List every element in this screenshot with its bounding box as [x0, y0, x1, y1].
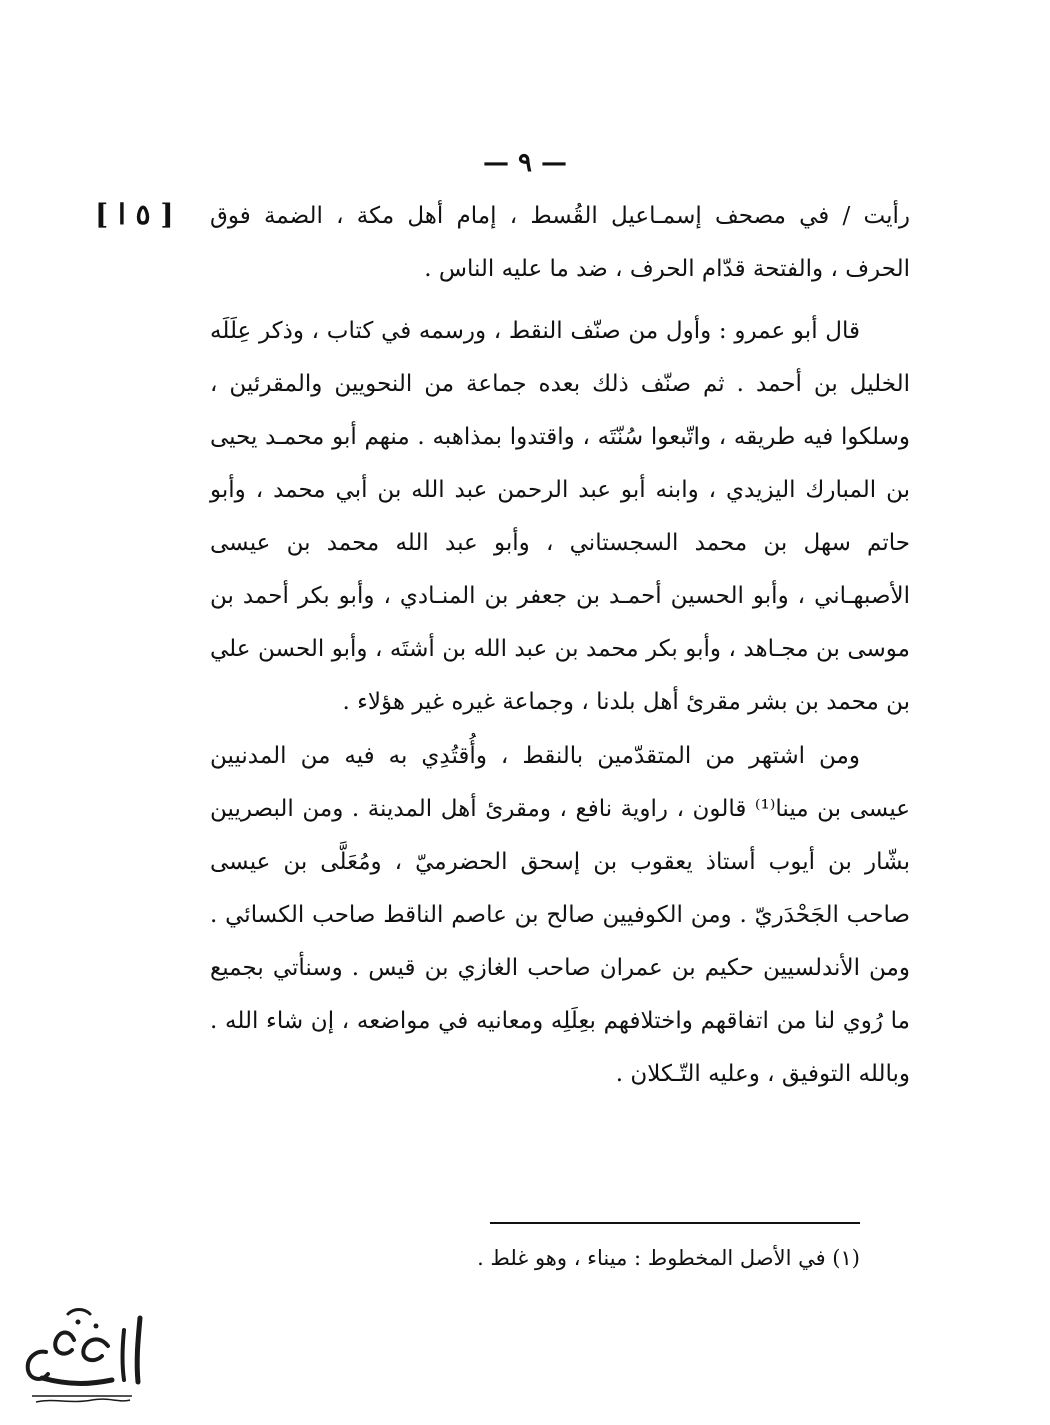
paragraph-known-pointers: ومن اشتهر من المتقدّمين بالنقط ، وأُقتُدِي به فيه من المدنيين عيسى بن مينا⁽¹⁾ قالون ، راوية نافع ، ومقرئ أهل المدينة . ومن البصريين بشّار بن أيوب أستاذ يعقوب بن إسحق الحضرميّ ، ومُعَلَّى بن عيسى صاحب الجَحْدَريّ . ومن الكوفيين صالح بن عاصم الناقط صاحب الكسائي . ومن الأندلسيين حكيم بن عمران صاحب الغازي بن قيس . وسنأتي بجميع ما رُوي لنا من اتفاقهم واختلافهم بعِلَلِه ومعانيه في مواضعه ، إن شاء الله . وبالله التوفيق ، وعليه التّـكلان . [210, 743, 911, 1087]
paragraph-opening: رأيت / في مصحف إسمـاعيل القُسط ، إمام أهل مكة ، الضمة فوق الحرف ، والفتحة قدّام الحرف ، ضد ما عليه الناس . [210, 203, 910, 282]
library-seal-logo [12, 1300, 152, 1410]
calligraphy-seal-icon [12, 1300, 152, 1410]
folio-marker: [ ٥ ا ] [95, 198, 174, 231]
footnote-divider [490, 1222, 860, 1224]
paragraph-first-authors: قال أبو عمرو : وأول من صنّف النقط ، ورسمه في كتاب ، وذكر عِلَلَه الخليل بن أحمد . ثم صنّف ذلك بعده جماعة من النحويين والمقرئين ، وسلكوا فيه طريقه ، واتّبعوا سُنّتَه ، واقتدوا بمذاهبه . منهم أبو محمـد يحيى بن المبارك اليزيدي ، وابنه أبو عبد الرحمن عبد الله بن أبي محمد ، وأبو حاتم سهل بن محمد السجستاني ، وأبو عبد الله محمد بن عيسى الأصبهـاني ، وأبو الحسين أحمـد بن جعفر بن المنـادي ، وأبو بكر أحمد بن موسى بن مجـاهد ، وأبو بكر محمد بن عبد الله بن أشتَه ، وأبو الحسن علي بن محمد بن بشر مقرئ أهل بلدنا ، وجماعة غيره غير هؤلاء . [210, 318, 910, 715]
footnote: (١) في الأصل المخطوط : ميناء ، وهو غلط . [477, 1246, 860, 1270]
page-number: — ٩ — [482, 148, 568, 178]
